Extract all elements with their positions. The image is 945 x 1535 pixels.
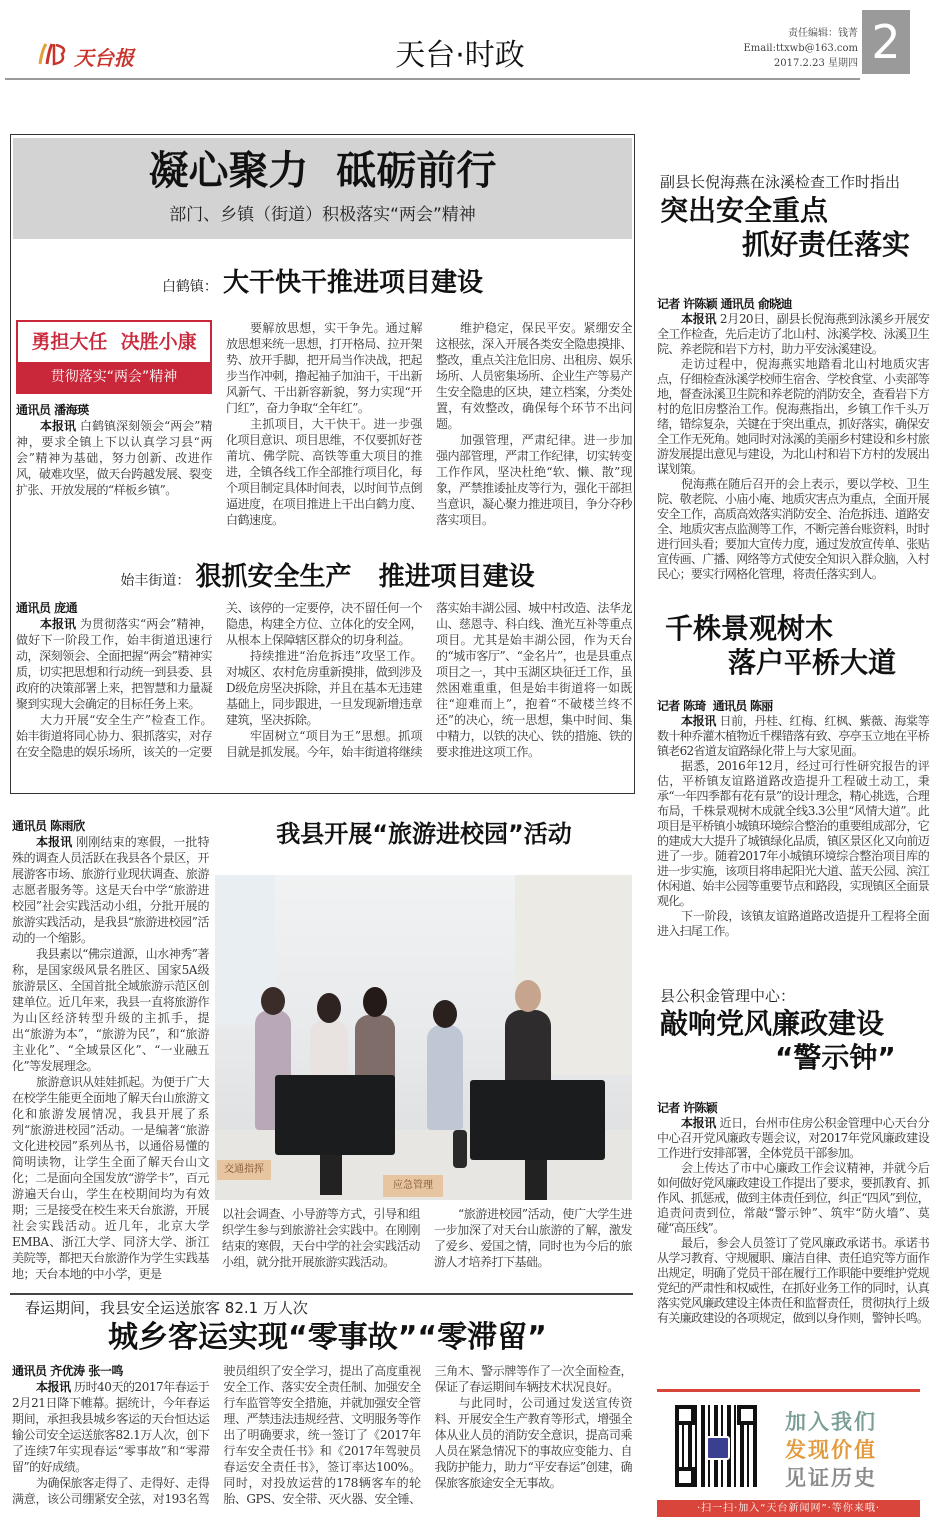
section-title: 天台·时政	[395, 38, 525, 73]
lead-label: 本报讯	[36, 1380, 71, 1394]
tourism-continuation	[222, 1206, 420, 1270]
paragraph: 主抓项目，大干快干。进一步强化项目意识、项目思维，不仅要抓好苍莆坑、佛学院、高铁等重大项目的推进，全镇各线工作全部推行项目化，每个项目制定具体时间表，以时间节点倒逼进度，在项目推进上干出白鹤力度、白鹤速度。	[226, 417, 422, 527]
baihe-headline	[0, 266, 645, 304]
paragraph: 下一阶段，该镇友谊路道路改造提升工程将全面进入扫尾工作。	[657, 909, 929, 938]
feature-subtitle: 部门、乡镇（街道）积极落实“两会”精神	[169, 205, 476, 225]
paragraph-text: 刚刚结束的寒假，一批特殊的调查人员活跃在我县各个景区，开展游客市场、旅游行业现状调查、旅游志愿者服务等。这是天台中学“旅游进校园”社会实践活动小组，分批开展的旅游实践活动，是我县“旅游进校园”活动的一个缩影。	[12, 835, 209, 945]
monitor-stand	[320, 1155, 342, 1195]
paragraph: 牢固树立“项目为王”思想。抓项目就是抓发展。今年，始丰街道将继续落实始丰湖公园、城中村改造、法华龙山、慈恩寺、科白线、渔光互补等重点项目。尤其是始丰湖公园，作为天台的“城市客厅”、“金名片”，也是县重点项目之一，其中玉湖区块征迁工作，虽然困难重重，但是始丰街道将一如既往“迎难而上”，抱着“不破楼兰终不还”的决心，统一思想，集中时间、集中精力，以铁的决心、铁的措施、铁的要求推进这项工作。	[226, 601, 632, 759]
promo-banner: ·扫一扫·加入“天台新闻网”·等你来哦·	[657, 1500, 920, 1517]
promo-slogan	[785, 1408, 920, 1492]
paragraph: “旅游进校园”活动，使广大学生进一步加深了对天台山旅游的了解，激发了爱乡、爱国之情，同时也为今后的旅游人才培养打下基础。	[434, 1207, 632, 1269]
transport-title: 城乡客运实现“零事故”“零滞留”	[108, 1320, 547, 1355]
byline: 通讯员 陈雨欣	[12, 819, 85, 833]
shifeng-title: 狠抓安全生产 推进项目建设	[195, 562, 535, 592]
person-head	[363, 987, 387, 1017]
paragraph-text: 近日，台州市住房公积金管理中心天台分中心召开党风廉政专题会议，对2017年党风廉政建设工作进行安排部署，全体党员干部参加。	[657, 1116, 929, 1160]
photo-sign-emergency: 应急管理	[383, 1175, 443, 1197]
person-head	[515, 980, 541, 1012]
paragraph: 持续推进“治危拆违”攻坚工作。对城区、农村危房重新摸排，做到涉及D级危房坚决拆除，并且在基本无违建基础上，同步跟进，一旦发现新增违章建筑，坚决拆除。	[226, 649, 422, 727]
paragraph: 要解放思想，实干争先。通过解放思想来统一思想，打开格局、拉开架势、放开手脚，把开局当作决战，把起步当作冲刺，撸起袖子加油干，干出新风新气、干出新容新貌，努力实现“开门红”，奋力争取“全年红”。	[226, 321, 422, 415]
baihe-title: 大干快干推进项目建设	[223, 268, 484, 298]
tourism-title: 我县开展“旅游进校园”活动	[276, 820, 572, 848]
paragraph: 大力开展“安全生产”检查工作。始丰街道将同心协力、狠抓落实，对存在安全隐患的娱乐场所，该关的一定要关、该停的一定要停，决不留任何一个隐患，构建全方位、立体化的安全网，从根本上保障辖区群众的切身利益。	[16, 601, 422, 759]
byline: 通讯员 齐优涛 张一鸣	[12, 1364, 123, 1378]
photo-sign-traffic: 交通指挥	[217, 1160, 271, 1180]
byline: 记者 许陈颖 通讯员 俞晓迪	[657, 297, 792, 311]
paragraph: 加强管理，严肃纪律。进一步加强内部管理，严肃工作纪律，切实转变工作作风，坚决杜绝“软、懒、散”现象，严禁推诿扯皮等行为，强化干部担当意识，凝心聚力推进项目，争分夺秒落实项目。	[436, 433, 632, 527]
paragraph: 以社会调查、小导游等方式，引导和组织学生参与到旅游社会实践中。在刚刚结束的寒假，天台中学的社会实践活动小组，就分批开展旅游实践活动。	[222, 1207, 420, 1269]
byline: 通讯员 庞通	[16, 601, 78, 615]
tourism-photo	[215, 875, 632, 1200]
badge	[16, 320, 212, 394]
person-head	[261, 987, 285, 1015]
shifeng-article	[16, 600, 632, 760]
person-head	[317, 993, 341, 1023]
paragraph	[16, 616, 212, 712]
byline: 通讯员 潘海瑛	[16, 403, 89, 417]
lead-label: 本报讯	[681, 312, 717, 326]
paragraph	[16, 418, 212, 498]
integrity-title-line1: 敲响党风廉政建设	[660, 1007, 885, 1040]
integrity-kicker: 县公积金管理中心：	[660, 987, 796, 1005]
trees-article	[657, 698, 929, 939]
qr-code[interactable]	[675, 1405, 757, 1487]
badge-title: 勇担大任 决胜小康	[31, 331, 197, 353]
lead-label: 本报讯	[681, 1116, 716, 1130]
tourism-left-column	[12, 818, 209, 1282]
paragraph: 我县素以“佛宗道源，山水神秀”著称，是国家级风景名胜区、国家5A级旅游景区、全国首批全域旅游示范区创建单位。近几年来，我县一直将旅游作为山区经济转型升级的主抓手，提出“旅游为本”，“旅游为民”，和“旅游主业化”、“全域景区化”、“一业融五化”等发展理念。	[12, 947, 209, 1073]
paragraph: 最后，参会人员签订了党风廉政承诺书。承诺书从学习教育、守规履职、廉洁自律、责任追究等方面作出规定，明确了党员干部在履行工作职能中要维护党规党纪的严肃性和权威性，在抓好业务工作的同时，认真落实党风廉政建设主体责任和监督责任，贯彻执行上级有关廉政建设的各项规定，做到以身作则，警钟长鸣。	[657, 1236, 929, 1325]
paragraph: 旅游意识从娃娃抓起。为便于广大在校学生能更全面地了解天台山旅游文化和旅游发展情况，我县开展了系列“旅游进校园”活动。一是编著“旅游文化进校园”系列丛书，以通俗易懂的简明读物，让学生全面了解天台山文化；二是面向全国发放“游学卡”，百元游遍天台山，学生在校期间均为有效期；三是接受在校生来天台旅游，开展社会实践活动。近几年，北京大学EMBA、浙江大学、同济大学、浙江美院等，都把天台旅游作为学生实践基地；天台本地的中小学，更是	[12, 1075, 209, 1281]
paragraph: 维护稳定，保民平安。紧绷安全这根弦，深入开展各类安全隐患摸排、整改，重点关注危旧房、出租房、娱乐场所、人员密集场所、企业生产等易产生安全隐患的区块，建立档案，分类处置，有效整改，确保每个环节不出问题。	[436, 321, 632, 431]
baihe-article	[16, 320, 632, 528]
paragraph-text: 为贯彻落实“两会”精神，做好下一阶段工作，始丰街道迅速行动，深刻领会、全面把握“两会”精神实质，切实把思想和行动统一到县委、县政府的决策部署上来，把智慧和力量凝聚到实现大会确定的目标任务上来。	[16, 617, 212, 711]
paragraph-text: 历时40天的2017年春运于2月21日降下帷幕。据统计，今年春运期间，承担我县城乡客运的天台恒达运输公司安全运送旅客82.1万人次，创下了连续7年实现春运“零事故”和“零滞留”的好成绩。	[12, 1380, 210, 1474]
paragraph: 据悉，2016年12月，经过可行性研究报告的评估，平桥镇友谊路道路改造提升工程破土动工，秉承“一年四季都有花有景”的设计理念，精心挑选，合理布局，千株景观树木成就全线3.3公里“风情大道”。此项目是平桥镇小城镇环境综合整治的重要组成部分，它的建成大大提升了城镇绿化品质，镇区景区化又向前迈进了一步。随着2017年小城镇环境综合整治项目库的进一步实施，该项目将串起阳光大道、蓝天公园、滨江休闲道、始丰公园等重要节点和路段，实现镇区全面景观化。	[657, 759, 929, 908]
paragraph: 与此同时，公司通过发送宣传资料、开展安全生产教育等形式，增强全体从业人员的消防安全意识，提高司乘人员在紧急情况下的事故应变能力、自我防护能力，助力“平安春运”创建，确保旅客旅途安全无事故。	[434, 1396, 632, 1490]
lead-label: 本报讯	[36, 835, 73, 849]
paragraph-text: 2月20日，副县长倪海燕到泳溪乡开展安全工作检查，先后走访了北山村、泳溪学校、泳溪卫生院、养老院和岩下方村，助力平安泳溪建设。	[657, 312, 929, 356]
paragraph	[12, 834, 209, 946]
paragraph: 为确保旅客走得了、走得好、走得满意，该公司绷紧安全弦，对193名驾驶员组织了安全学习，提出了高度重视安全工作、落实安全责任制、加强安全行车监管等安全措施，并就加强安全管理、严禁违法违规经营、文明服务等作出了明确要求，统一签订了《2017年行车安全责任书》和《2017年驾驶员春运安全责任书》，签订率达100%。同时，对投放运营的178辆客车的轮胎、GPS、安全带、灭火器、安全锤、三角木、警示牌等作了一次全面检查，保证了春运期间车辆技术状况良好。	[12, 1364, 632, 1506]
byline: 记者 陈琦 通讯员 陈丽	[657, 699, 773, 713]
transport-article	[12, 1363, 632, 1507]
promo-line: 发现价值	[785, 1438, 877, 1462]
promo-line: 加入我们	[785, 1410, 877, 1434]
safety-kicker: 副县长倪海燕在泳溪检查工作时指出	[660, 173, 901, 191]
monitor	[275, 1075, 395, 1155]
shifeng-kicker: 始丰街道：	[120, 573, 191, 589]
qr-finder	[675, 1405, 695, 1425]
paragraph: 倪海燕在随后召开的会上表示，要以学校、卫生院、敬老院、小庙小庵、地质灾害点为重点，全面开展安全工作，高质高效落实消防安全、治危拆违、道路安全、地质灾害点监测等工作，不断完善台账资料，时时进行回头看；要加大宣传力度，通过发放宣传单、张贴宣传画、广播、网络等方式使安全知识入群众脑，入村民心；要实行网格化管理，将责任落实到人。	[657, 477, 929, 581]
paragraph	[657, 312, 929, 357]
feature-title: 凝心聚力 砥砺前行	[148, 148, 497, 194]
thermos	[453, 1130, 467, 1168]
safety-article	[657, 296, 929, 582]
promo-line: 见证历史	[785, 1466, 877, 1490]
paragraph	[657, 1116, 929, 1161]
trees-title-line1: 千株景观树木	[665, 612, 834, 645]
section-divider	[10, 1293, 633, 1295]
tourism-closing	[434, 1206, 632, 1270]
trees-title-line2: 落户平桥大道	[728, 646, 897, 679]
person-head	[433, 1000, 457, 1028]
paragraph	[657, 714, 929, 759]
editor-label: 责任编辑：钱菁	[788, 28, 858, 39]
header-info	[700, 26, 858, 71]
date-label: 2017.2.23 星期四	[773, 58, 858, 69]
promo-top-rule	[657, 1389, 920, 1392]
logo-mark-icon	[36, 40, 70, 68]
app-logo-icon	[706, 1436, 730, 1460]
integrity-article	[657, 1100, 929, 1326]
safety-title-line2: 抓好责任落实	[742, 228, 911, 261]
lead-label: 本报讯	[40, 419, 77, 433]
qr-finder	[737, 1405, 757, 1425]
paragraph: 走访过程中，倪海燕实地踏看北山村地质灾害点，仔细检查泳溪学校师生宿舍、学校食堂、小卖部等地，督查泳溪卫生院和养老院的消防安全，查看岩下方村的危旧房整治工作。倪海燕指出，乡镇工作千头万绪，错综复杂，关键在于突出重点，抓好落实，确保安全工作无死角。她同时对泳溪的美丽乡村建设和乡村旅游发展提出意见与建设，为北山村和岩下方村的发展出谋划策。	[657, 357, 929, 476]
paragraph: 会上传达了市中心廉政工作会议精神，并就今后如何做好党风廉政建设工作提出了要求，要抓教育、抓作风、抓惩戒，做到主体责任到位，纠正“四风”到位，追责问责到位，常敲“警示钟”、筑牢“防火墙”、莫碰“高压线”。	[657, 1161, 929, 1235]
baihe-kicker: 白鹤镇：	[161, 279, 218, 295]
badge-subtitle: 贯彻落实“两会”精神	[18, 362, 210, 392]
person	[427, 1025, 463, 1130]
email-label: Email:ttxwb@163.com	[743, 43, 858, 54]
safety-title-line1: 突出安全重点	[660, 194, 829, 227]
paragraph	[12, 1379, 209, 1475]
feature-banner	[13, 138, 632, 239]
paragraph-text: 日前，丹桂、红梅、红枫、紫薇、海棠等数十种乔灌木植物近千棵错落有致、亭亭玉立地在平桥镇老62省道友谊路绿化带上与大家见面。	[657, 714, 929, 758]
transport-kicker: 春运期间，我县安全运送旅客 82.1 万人次	[25, 1299, 308, 1317]
qr-finder	[675, 1467, 695, 1487]
header-rule	[5, 78, 860, 80]
paragraph-text: 白鹤镇深刻领会“两会”精神，要求全镇上下以认真学习县“两会”精神为基础，努力创新、改进作风，破难攻坚，做天台跨越发展、裂变扩张、开放发展的“样板乡镇”。	[16, 419, 212, 497]
logo-text: 天台报	[74, 46, 134, 70]
monitor	[470, 1080, 605, 1160]
lead-label: 本报讯	[681, 714, 716, 728]
masthead-logo	[36, 40, 156, 70]
shifeng-headline	[0, 560, 655, 598]
integrity-title-line2: “警示钟”	[775, 1041, 896, 1074]
byline: 记者 许陈颖	[657, 1101, 717, 1115]
page-number: 2	[862, 10, 910, 74]
lead-label: 本报讯	[40, 617, 77, 631]
monitor-stand	[525, 1160, 547, 1200]
